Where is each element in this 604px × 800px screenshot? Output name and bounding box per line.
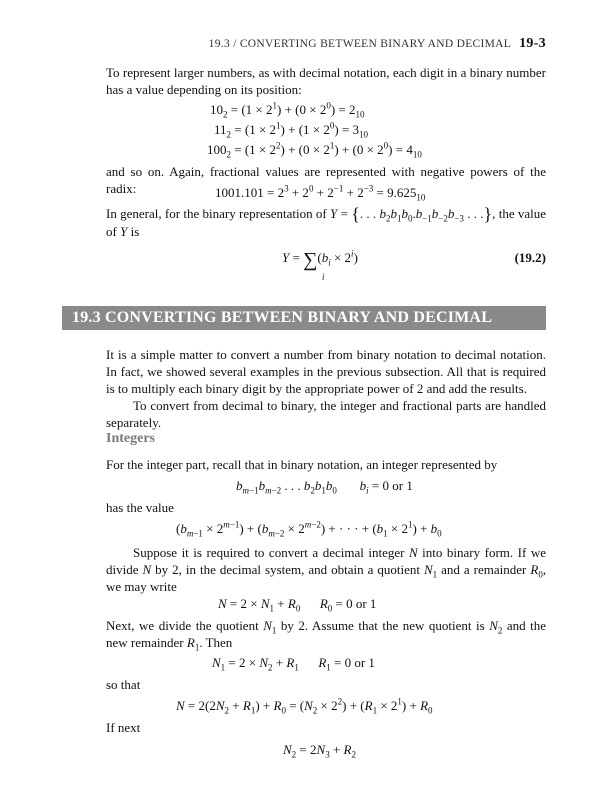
paragraph-fractional: and so on. Again, fractional values are represented with negative powers of the radix: (106, 164, 546, 196)
paragraph-has-value: has the value (106, 500, 174, 515)
equation-integer-representation: $b_{m-1}b_{m-2}$ . . . $b_2b_1b_0$ $b_i = 0$ or 1 (236, 478, 413, 496)
equation-10-binary: $10_2 = (1 \times 2^1) + (0 \times 2^0) = 2_{10}$ (210, 100, 365, 120)
equation-100-binary: $100_2 = (1 \times 2^2) + (0 \times 2^1) + (0 \times 2^0) = 4_{10}$ (207, 140, 422, 160)
equation-third-division: $N_2 = 2N_3 + R_2$ (283, 742, 356, 760)
paragraph-binary-to-decimal: It is a simple matter to convert a number from binary notation to decimal notation. In fact, we showed several examples in the previous subsection. All that is required is to multiply each binary digit by the appropriate power of 2 and add the results. (106, 347, 546, 396)
paragraph-integer-part: For the integer part, recall that in binary notation, an integer represented by (106, 457, 498, 472)
paragraph-general-form: In general, for the binary representation of Y = {. . . $b_2b_1b_0.b_{-1}b_{-2}b_{-3}$ . . .}, the value of Y is (106, 204, 547, 239)
equation-fraction-example: $1001.101 = 2^3 + 2^0 + 2^{-1} + 2^{-3} = 9.625_{10}$ (215, 183, 426, 203)
equation-combined: $N = 2(2N_2 + R_1) + R_0 = (N_2 \times 2^2) + (R_1 \times 2^1) + R_0$ (176, 696, 433, 716)
paragraph-next-division: Next, we divide the quotient $N_1$ by 2. Assume that the new quotient is $N_2$ and the new remainder $R_1$. Then (106, 618, 547, 653)
paragraph-binary-positions: To represent larger numbers, as with decimal notation, each digit in a binary number has a value depending on its position: (106, 65, 546, 97)
page-number: 19-3 (519, 36, 546, 51)
equation-second-division: $N_1 = 2 \times N_2 + R_1$ $R_1 = 0$ or 1 (212, 655, 375, 673)
equation-integer-value: $(b_{m-1} \times 2^{m-1}) + (b_{m-2} \times 2^{m-2})$ + · · · + $(b_1 \times 2^1) + b_0$ (176, 519, 442, 539)
equation-first-division: $N = 2 \times N_1 + R_0$ $R_0 = 0$ or 1 (218, 596, 377, 614)
equation-number: (19.2) (514, 250, 546, 265)
paragraph-decimal-to-binary: To convert from decimal to binary, the integer and fractional parts are handled separately. (106, 398, 546, 430)
subsection-heading: Integers (106, 431, 155, 446)
equation-11-binary: $11_2 = (1 \times 2^1) + (1 \times 2^0) = 3_{10}$ (214, 120, 369, 140)
paragraph-so-that: so that (106, 677, 141, 692)
paragraph-if-next: If next (106, 720, 141, 735)
running-header (0, 36, 546, 52)
section-banner (62, 306, 546, 330)
running-title: 19.3 / CONVERTING BETWEEN BINARY AND DECIMAL (208, 38, 512, 50)
paragraph-division-method: Suppose it is required to convert a decimal integer N into binary form. If we divide N by 2, in the decimal system, and obtain a quotient $N_1$ and a remainder $R_0$, we may write (106, 545, 547, 594)
section-title: 19.3 CONVERTING BETWEEN BINARY AND DECIMAL (72, 309, 493, 326)
